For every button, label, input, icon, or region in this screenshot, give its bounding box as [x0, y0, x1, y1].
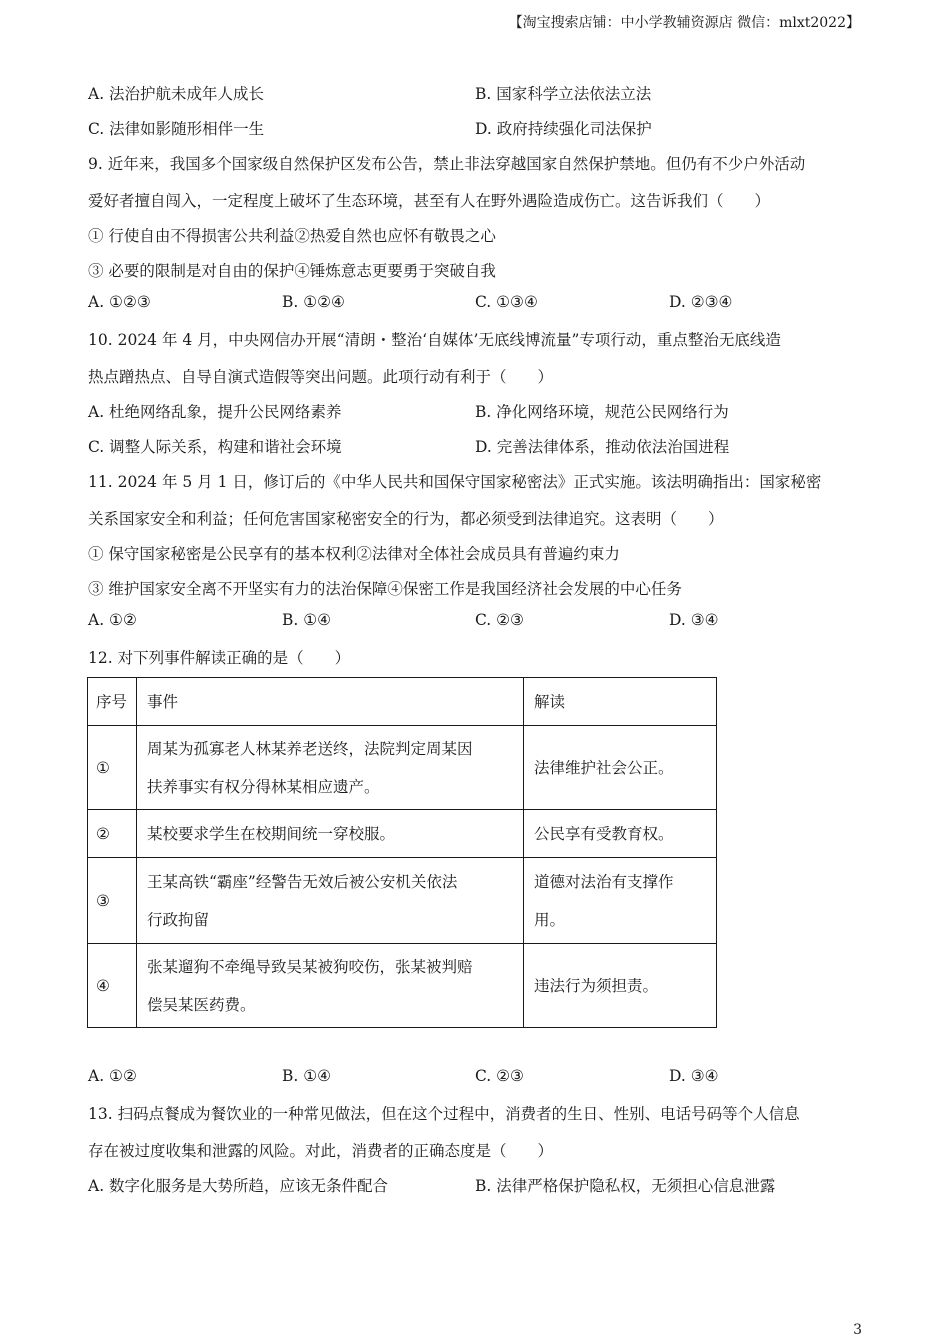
- q9-statements-2: ③ 必要的限制是对自由的保护④锤炼意志更要勇于突破自我: [88, 262, 496, 280]
- q9-option-d: D. ②③④: [669, 293, 733, 311]
- q11-option-a: A. ①②: [88, 611, 137, 629]
- table-header-row: [88, 678, 717, 726]
- q13-stem-line2: 存在被过度收集和泄露的风险。对此，消费者的正确态度是（ ）: [88, 1142, 554, 1160]
- q9-stem-line1: 9. 近年来，我国多个国家级自然保护区发布公告，禁止非法穿越国家自然保护禁地。但仍有不少户外活动: [88, 155, 806, 173]
- q13-option-a: A. 数字化服务是大势所趋，应该无条件配合: [88, 1177, 389, 1195]
- q11-statements-1: ① 保守国家秘密是公民享有的基本权利②法律对全体社会成员具有普遍约束力: [88, 545, 620, 563]
- q12-option-a: A. ①②: [88, 1067, 137, 1085]
- q10-option-d: D. 完善法律体系，推动依法治国进程: [475, 438, 730, 456]
- event-line: 周某为孤寡老人林某养老送终，法院判定周某因: [147, 739, 473, 758]
- table-row: [88, 726, 717, 810]
- q12-table: [87, 677, 717, 1028]
- row-number: ③: [88, 858, 137, 944]
- event-line: 张某遛狗不牵绳导致吴某被狗咬伤，张某被判赔: [147, 957, 473, 976]
- q12-option-b: B. ①④: [282, 1067, 332, 1085]
- q8-option-a: A. 法治护航未成年人成长: [88, 85, 265, 103]
- q10-stem-line1: 10. 2024 年 4 月，中央网信办开展“清朗・整治‘自媒体’无底线博流量”专项行动，重点整治无底线造: [88, 331, 781, 349]
- q11-option-b: B. ①④: [282, 611, 332, 629]
- page-header: 【淘宝搜索店铺：中小学教辅资源店 微信：mlxt2022】: [508, 15, 860, 31]
- q9-stem-line2: 爱好者擅自闯入，一定程度上破坏了生态环境，甚至有人在野外遇险造成伤亡。这告诉我们（ ）: [88, 192, 771, 210]
- page-number: 3: [853, 1322, 862, 1338]
- table-row: [88, 944, 717, 1028]
- q11-stem-line2: 关系国家安全和利益；任何危害国家秘密安全的行为，都必须受到法律追究。这表明（ ）: [88, 510, 724, 528]
- row-reading: 法律维护社会公正。: [524, 726, 717, 810]
- q10-option-b: B. 净化网络环境，规范公民网络行为: [475, 403, 729, 421]
- event-line: 行政拘留: [147, 910, 210, 929]
- q10-option-a: A. 杜绝网络乱象，提升公民网络素养: [88, 403, 342, 421]
- q10-option-c: C. 调整人际关系，构建和谐社会环境: [88, 438, 342, 456]
- header-number: 序号: [88, 678, 137, 726]
- row-reading: [524, 858, 717, 944]
- row-event: 某校要求学生在校期间统一穿校服。: [137, 810, 524, 858]
- q13-option-b: B. 法律严格保护隐私权，无须担心信息泄露: [475, 1177, 776, 1195]
- row-event: [137, 726, 524, 810]
- q8-option-c: C. 法律如影随形相伴一生: [88, 120, 265, 138]
- reading-line: 用。: [534, 910, 566, 929]
- row-event: [137, 944, 524, 1028]
- q9-option-c: C. ①③④: [475, 293, 538, 311]
- row-number: ②: [88, 810, 137, 858]
- q11-stem-line1: 11. 2024 年 5 月 1 日，修订后的《中华人民共和国保守国家秘密法》正式实施。该法明确指出：国家秘密: [88, 473, 822, 491]
- header-reading: 解读: [524, 678, 717, 726]
- row-number: ①: [88, 726, 137, 810]
- q8-option-d: D. 政府持续强化司法保护: [475, 120, 652, 138]
- row-event: [137, 858, 524, 944]
- event-line: 偿吴某医药费。: [147, 995, 256, 1014]
- q9-option-b: B. ①②④: [282, 293, 345, 311]
- row-reading: 公民享有受教育权。: [524, 810, 717, 858]
- q12-option-d: D. ③④: [669, 1067, 719, 1085]
- q9-option-a: A. ①②③: [88, 293, 151, 311]
- q9-statements-1: ① 行使自由不得损害公共利益②热爱自然也应怀有敬畏之心: [88, 227, 496, 245]
- header-event: 事件: [137, 678, 524, 726]
- q11-option-c: C. ②③: [475, 611, 524, 629]
- event-line: 扶养事实有权分得林某相应遗产。: [147, 777, 380, 796]
- q8-option-b: B. 国家科学立法依法立法: [475, 85, 652, 103]
- table-row: [88, 810, 717, 858]
- row-reading: 违法行为须担责。: [524, 944, 717, 1028]
- reading-line: 道德对法治有支撑作: [534, 872, 674, 891]
- q12-option-c: C. ②③: [475, 1067, 524, 1085]
- q13-stem-line1: 13. 扫码点餐成为餐饮业的一种常见做法，但在这个过程中，消费者的生日、性别、电话号码等个人信息: [88, 1105, 800, 1123]
- q10-stem-line2: 热点蹭热点、自导自演式造假等突出问题。此项行动有利于（ ）: [88, 368, 554, 386]
- q11-statements-2: ③ 维护国家安全离不开坚实有力的法治保障④保密工作是我国经济社会发展的中心任务: [88, 580, 682, 598]
- q12-stem: 12. 对下列事件解读正确的是（ ）: [88, 649, 351, 667]
- event-line: 王某高铁“霸座”经警告无效后被公安机关依法: [147, 872, 458, 891]
- row-number: ④: [88, 944, 137, 1028]
- q11-option-d: D. ③④: [669, 611, 719, 629]
- table-row: [88, 858, 717, 944]
